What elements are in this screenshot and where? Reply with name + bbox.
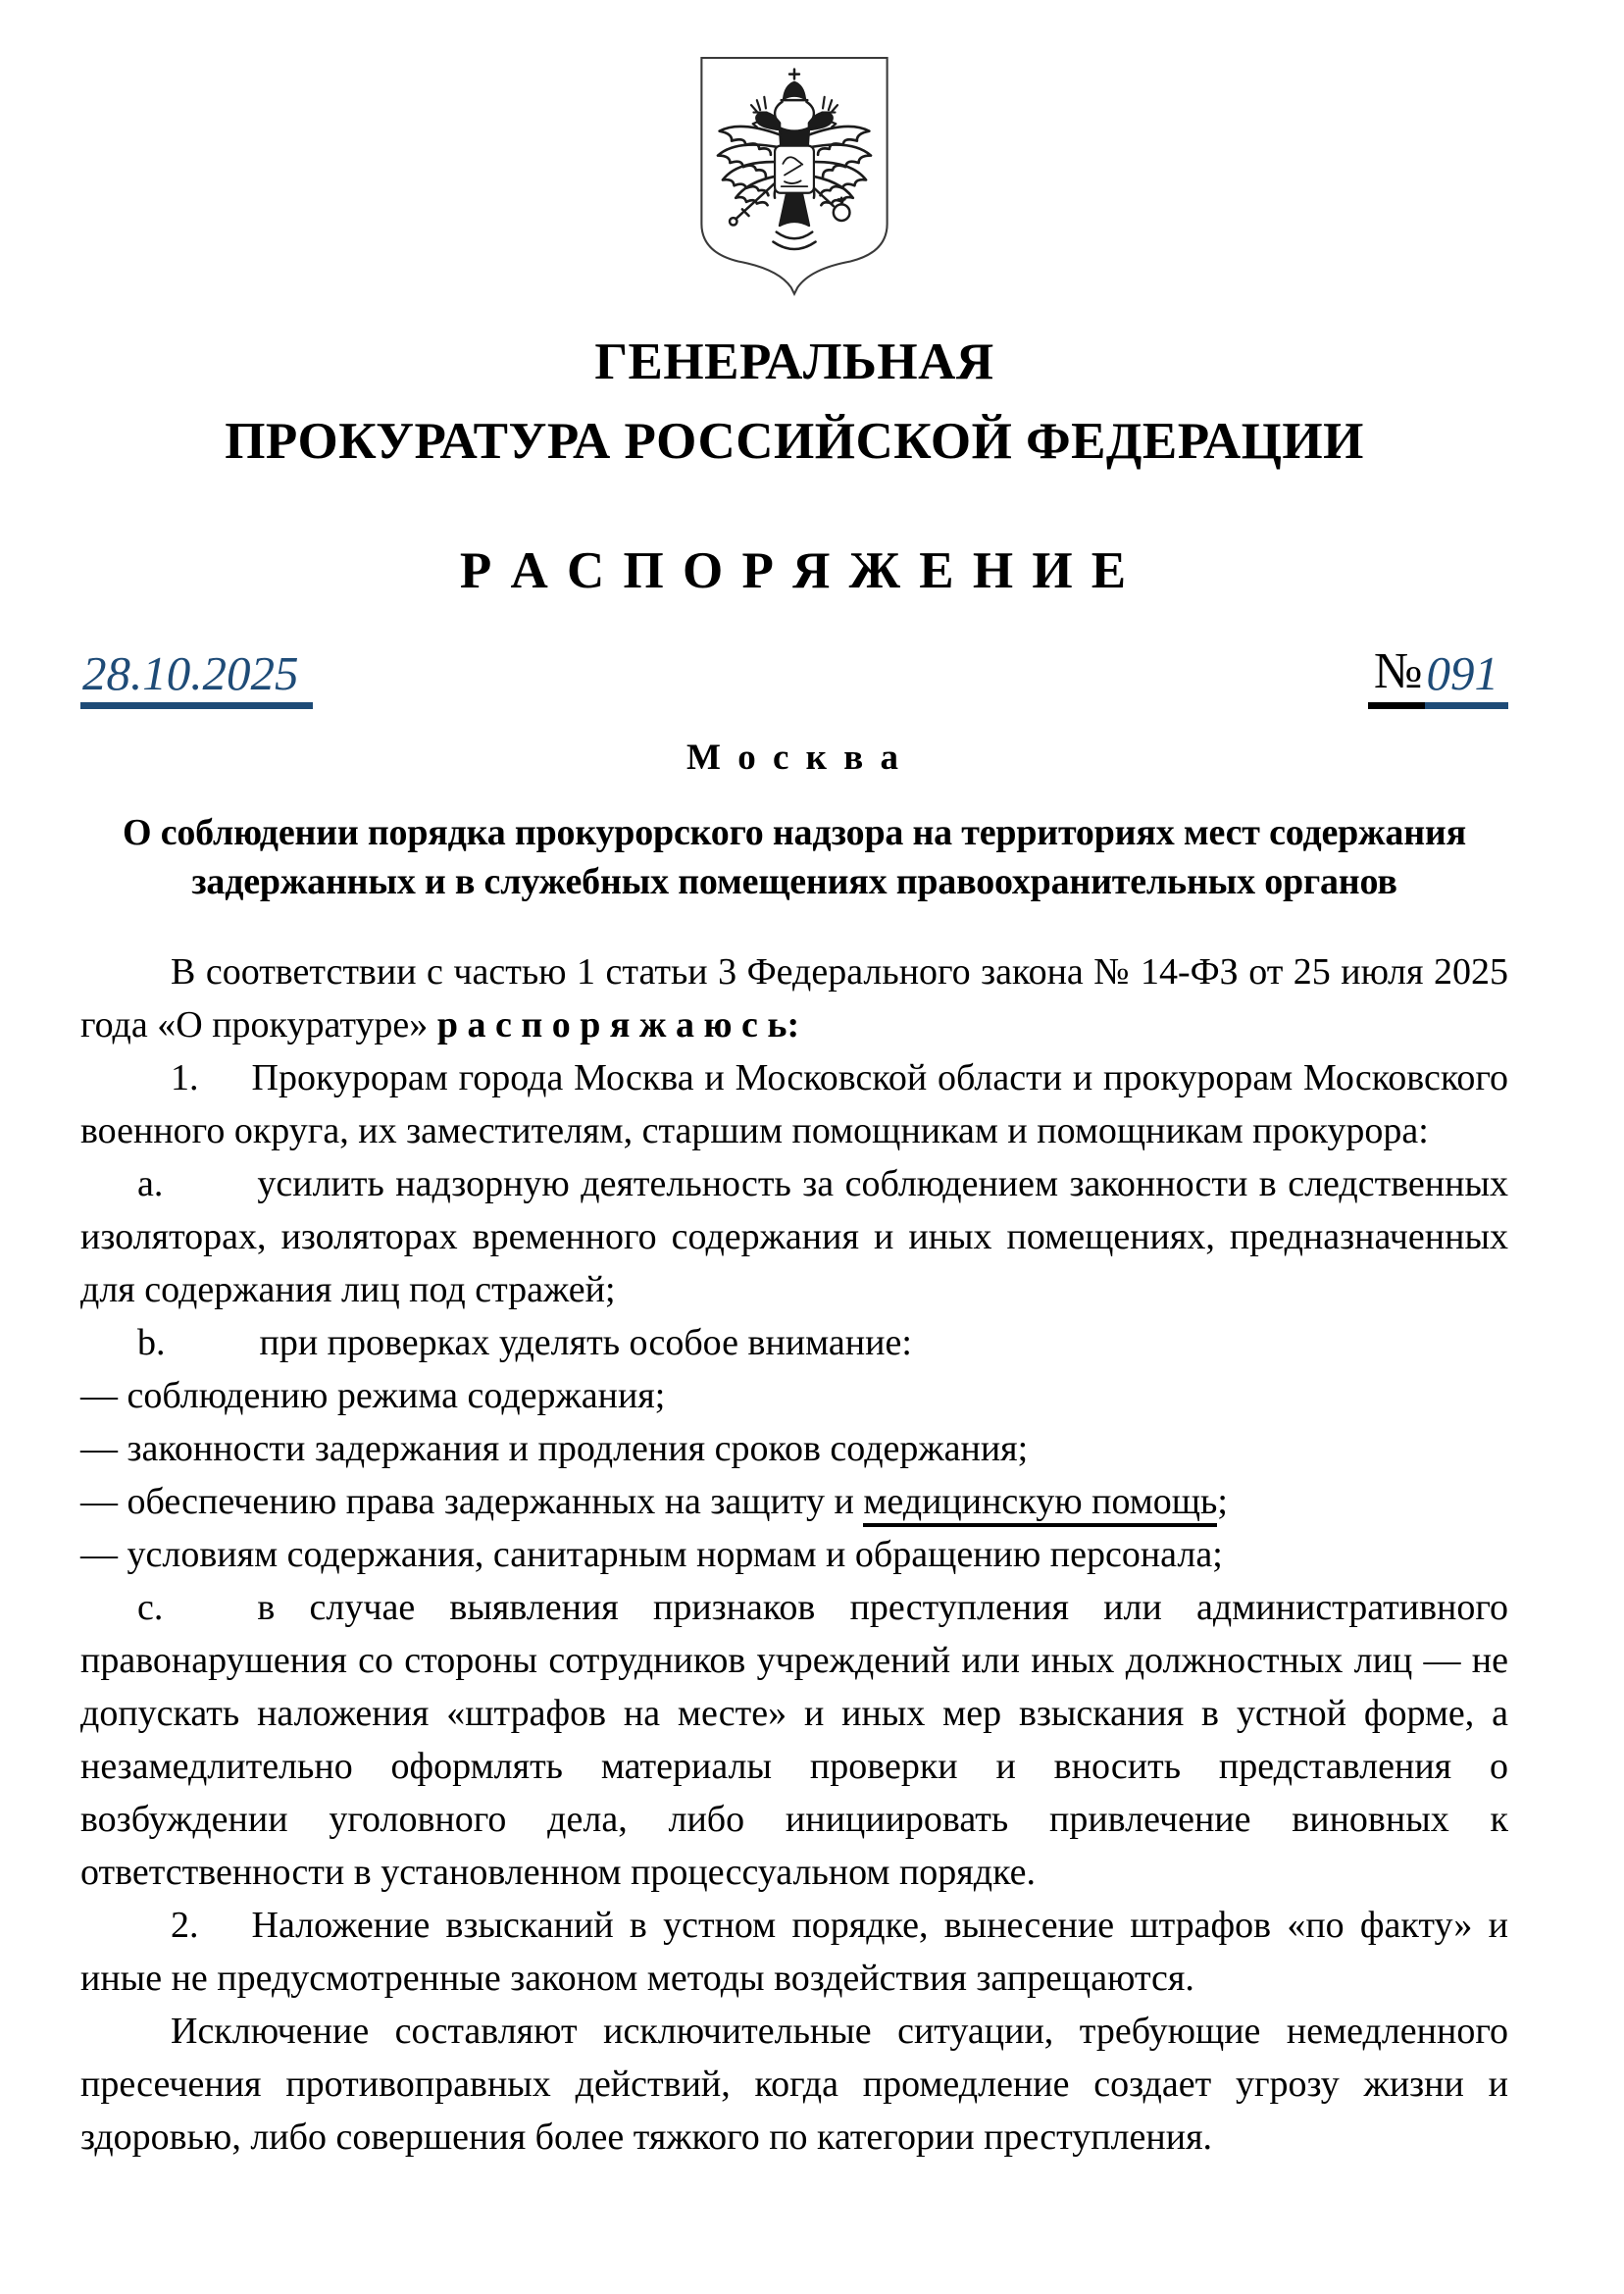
dash-item-2-text: — законности задержания и продления сроков содержания; <box>80 1428 1029 1469</box>
dash-item-1 <box>80 1369 1508 1422</box>
dash-item-2 <box>80 1422 1508 1475</box>
doc-type-heading: Р А С П О Р Я Ж Е Н И Е <box>459 542 1130 600</box>
item-1-paragraph <box>80 1051 1508 1157</box>
doc-title <box>80 808 1508 906</box>
sub-item-c-text: в случае выявления признаков преступления или административного правонарушения со стороны сотрудников учреждений или иных должностных лиц — не допускать наложения «штрафов на месте» и иных мер взыскания в устной форме, а незамедлительно оформлять материалы проверки и вносить представления о возбуждении уголовного дела, либо инициировать привлечение виновных к ответственности в установленном процессуальном порядке. <box>80 1587 1508 1893</box>
dash-item-3-text: — обеспечению права задержанных на защиту и <box>80 1481 864 1522</box>
sub-item-c-paragraph <box>80 1581 1508 1899</box>
dash-item-4-text: — условиям содержания, санитарным нормам и обращению персонала; <box>80 1534 1223 1575</box>
doc-body <box>80 945 1508 2164</box>
dash-item-3 <box>80 1475 1508 1528</box>
sub-item-b-paragraph <box>80 1316 1508 1369</box>
city-name: М о с к в а <box>686 737 902 778</box>
sub-item-a-paragraph <box>80 1157 1508 1316</box>
sub-item-a-text: усилить надзорную деятельность за соблюдением законности в следственных изоляторах, изоляторах временного содержания и иных помещениях, предназначенных для содержания лиц под стражей; <box>80 1163 1508 1310</box>
dash-item-1-text: — соблюдению режима содержания; <box>80 1375 666 1416</box>
closing-paragraph: Исключение составляют исключительные ситуации, требующие немедленного пресечения противоправных действий, когда промедление создает угрозу жизни и здоровью, либо совершения более тяжкого по категории преступления. <box>80 2011 1508 2158</box>
item-2-text: Наложение взысканий в устном порядке, вынесение штрафов «по факту» и иные не предусмотренные законом методы воздействия запрещаются. <box>80 1905 1508 1999</box>
dash-item-3-tail: ; <box>1217 1481 1228 1522</box>
doc-title-line1: О соблюдении порядка прокурорского надзора на территориях мест содержания <box>123 811 1466 853</box>
org-name <box>80 323 1508 481</box>
item-1-label: 1. <box>171 1057 199 1098</box>
date-number-row <box>80 645 1508 709</box>
doc-title-line2: задержанных и в служебных помещениях правоохранительных органов <box>191 860 1397 902</box>
item-2-label: 2. <box>171 1905 199 1946</box>
sub-item-a-label: a. <box>137 1163 164 1204</box>
doc-number-group <box>1368 645 1508 709</box>
org-name-line1: ГЕНЕРАЛЬНАЯ <box>594 333 994 390</box>
issue-date: 28.10.2025 <box>80 648 313 708</box>
item-1-text: Прокурорам города Москва и Московской области и прокурорам Московского военного округа, их заместителям, старшим помощникам и помощникам прокурора: <box>80 1057 1508 1151</box>
doc-number-value: 091 <box>1425 648 1509 708</box>
sub-item-c-label: c. <box>137 1587 164 1628</box>
dash-item-4 <box>80 1528 1508 1581</box>
doc-number-sign: № <box>1368 645 1425 709</box>
dash-item-3-underlined-text: медицинскую помощь <box>863 1481 1217 1527</box>
org-name-line2: ПРОКУРАТУРА РОССИЙСКОЙ ФЕДЕРАЦИИ <box>225 412 1364 470</box>
intro-directive-word: р а с п о р я ж а ю с ь: <box>436 1004 800 1045</box>
intro-text: В соответствии с частью 1 статьи 3 Федерального закона № 14-ФЗ от 25 июля 2025 года «О прокуратуре» <box>80 951 1508 1045</box>
intro-paragraph <box>80 945 1508 1051</box>
sub-item-b-text: при проверках уделять особое внимание: <box>259 1322 912 1363</box>
item-2-paragraph <box>80 1899 1508 2005</box>
sub-item-b-label: b. <box>137 1322 166 1363</box>
coat-of-arms-icon <box>688 53 900 297</box>
emblem-container <box>80 53 1508 297</box>
